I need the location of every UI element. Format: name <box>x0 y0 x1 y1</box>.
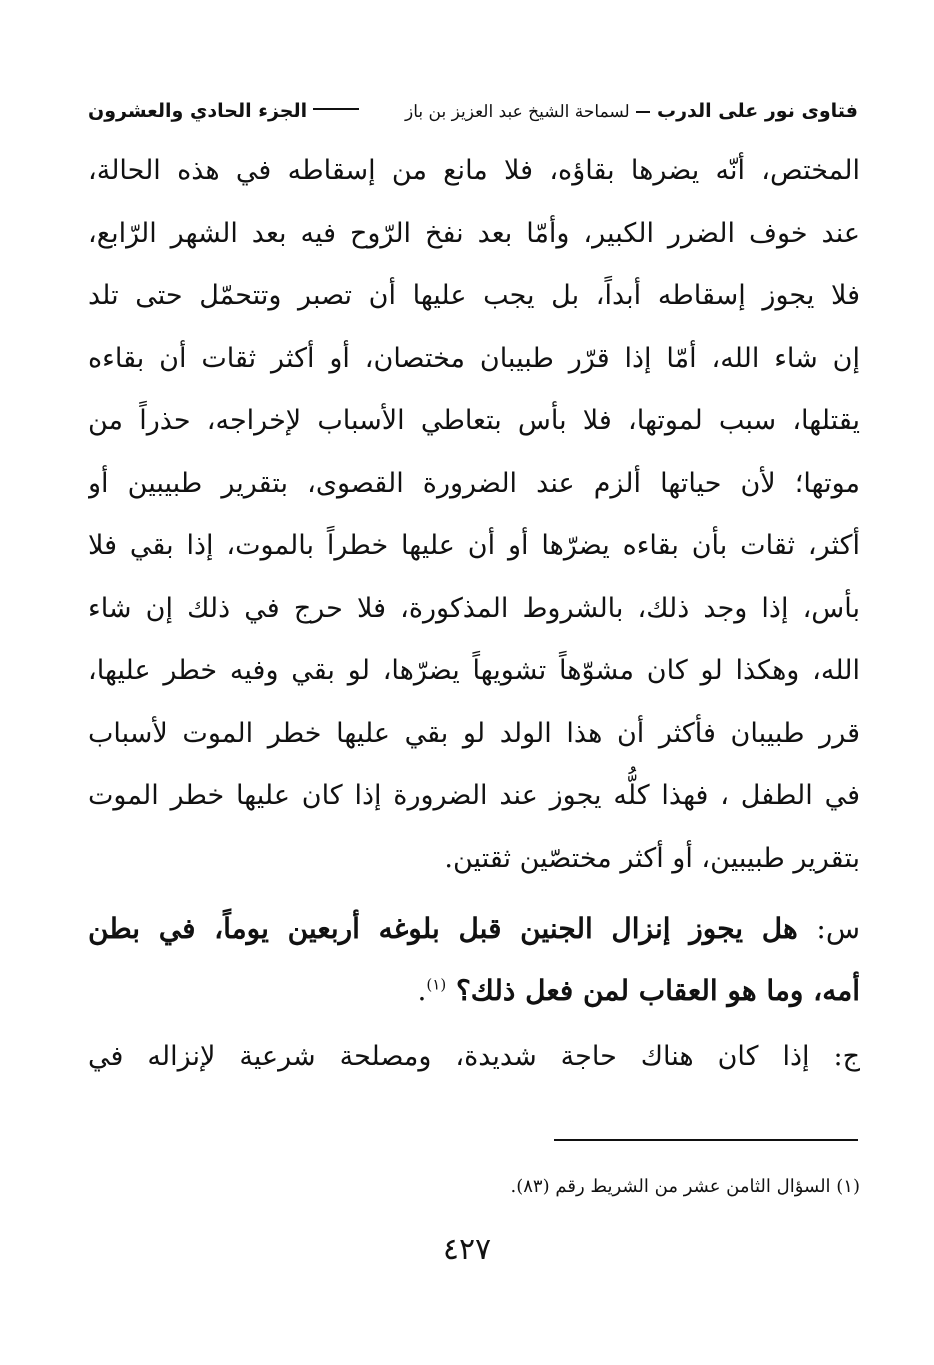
footnote: (١) السؤال الثامن عشر من الشريط رقم (٨٣). <box>510 1176 860 1197</box>
header-dash <box>636 111 650 113</box>
header-volume: الجزء الحادي والعشرون <box>88 100 308 122</box>
question-line-2 <box>88 960 860 1022</box>
question-text-2: أمه، وما هو العقاب لمن فعل ذلك؟ <box>455 974 860 1007</box>
header-volume-group <box>88 100 359 122</box>
body-line: الله، وهكذا لو كان مشوّهاً تشويهاً يضرّها، لو بقي وفيه خطر عليها، <box>88 655 860 686</box>
question-prefix: س: <box>816 912 860 945</box>
page-number: ٤٢٧ <box>442 1232 492 1267</box>
running-header <box>88 92 858 130</box>
header-author: لسماحة الشيخ عبد العزيز بن باز <box>404 102 630 122</box>
body-line: يقتلها، سبب لموتها، فلا بأس بتعاطي الأسباب لإخراجه، حذراً من <box>88 405 860 436</box>
answer-line: ج: إذا كان هناك حاجة شديدة، ومصلحة شرعية لإنزاله في <box>88 1041 860 1072</box>
body-line: بتقرير طبيبين، أو أكثر مختصّين ثقتين. <box>444 842 860 874</box>
header-rule <box>313 108 359 110</box>
body-line: قرر طبيبان فأكثر أن هذا الولد لو بقي عليها خطر الموت لأسباب <box>88 717 860 749</box>
body-text <box>88 140 860 890</box>
question-line-1 <box>88 898 860 960</box>
header-book-and-author <box>405 100 858 122</box>
question-text-1: هل يجوز إنزال الجنين قبل بلوغه أربعين يوماً، في بطن <box>88 912 798 945</box>
body-line: في الطفل ، فهذا كلُّه يجوز عند الضرورة إذا كان عليها خطر الموت <box>88 780 860 811</box>
question-end: . <box>417 974 427 1007</box>
footnote-separator <box>554 1139 858 1141</box>
footnote-reference: (١) <box>426 975 447 994</box>
body-line: فلا يجوز إسقاطه أبداً، بل يجب عليها أن تصبر وتتحمّل حتى تلد <box>88 280 860 311</box>
body-line: المختص، أنّه يضرها بقاؤه، فلا مانع من إسقاطه في هذه الحالة، <box>88 155 860 186</box>
question-block <box>88 898 860 1022</box>
body-line: أكثر، ثقات بأن بقاءه يضرّها أو أن عليها خطراً بالموت، إذا بقي فلا <box>88 530 860 561</box>
body-line: موتها؛ لأن حياتها ألزم عند الضرورة القصوى، بتقرير طبيبين أو <box>88 467 860 499</box>
answer-block <box>88 1024 860 1090</box>
body-line: إن شاء الله، أمّا إذا قرّر طبيبان مختصان، أو أكثر ثقات أن بقاءه <box>88 342 860 374</box>
body-line: بأس، إذا وجد ذلك، بالشروط المذكورة، فلا حرج في ذلك إن شاء <box>88 592 860 624</box>
header-book-title: فتاوى نور على الدرب <box>657 100 858 122</box>
body-line: عند خوف الضرر الكبير، وأمّا بعد نفخ الرّوح فيه بعد الشهر الرّابع، <box>88 217 860 249</box>
